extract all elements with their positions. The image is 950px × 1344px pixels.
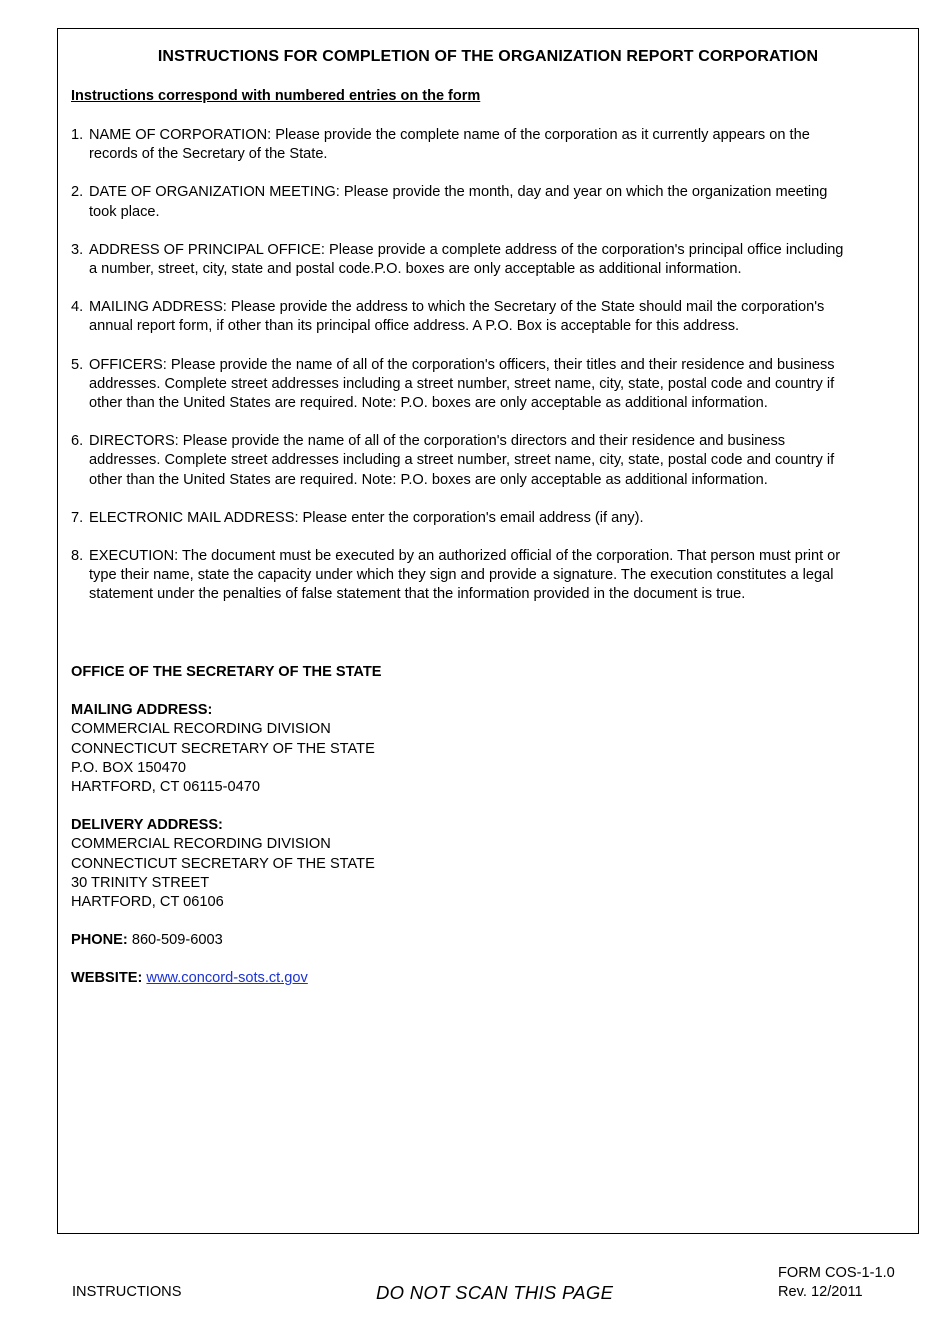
footer-do-not-scan: DO NOT SCAN THIS PAGE — [376, 1282, 614, 1303]
mailing-address-line: CONNECTICUT SECRETARY OF THE STATE — [71, 740, 375, 757]
mailing-address-line: HARTFORD, CT 06115-0470 — [71, 779, 260, 796]
instruction-number: 2. — [71, 184, 84, 201]
instruction-item — [71, 241, 919, 279]
delivery-address-line: 30 TRINITY STREET — [71, 874, 210, 891]
instruction-line: took place. — [89, 203, 160, 220]
instruction-number: 4. — [71, 299, 84, 316]
form-number: FORM COS-1-1.0 — [778, 1265, 895, 1281]
instruction-line: DATE OF ORGANIZATION MEETING: Please provide the month, day and year on which the organization meeting — [89, 184, 828, 201]
instruction-line: records of the Secretary of the State. — [89, 146, 328, 163]
office-section — [71, 663, 382, 989]
instructions-frame — [57, 28, 919, 1234]
instruction-number: 7. — [71, 509, 84, 526]
phone-label: PHONE: — [71, 932, 128, 949]
office-heading: OFFICE OF THE SECRETARY OF THE STATE — [71, 664, 382, 680]
delivery-address-line: COMMERCIAL RECORDING DIVISION — [71, 836, 331, 853]
website-row — [71, 969, 382, 988]
instruction-number: 8. — [71, 548, 84, 565]
instruction-line: addresses. Complete street addresses including a street number, street name, city, state, postal code and country if — [89, 375, 835, 392]
instruction-line: NAME OF CORPORATION: Please provide the complete name of the corporation as it currently appears on the — [89, 127, 810, 143]
delivery-address-block — [71, 816, 382, 912]
instruction-number: 1. — [71, 127, 84, 143]
instruction-line: addresses. Complete street addresses including a street number, street name, city, state, postal code and country if — [89, 452, 835, 469]
phone-number: 860-509-6003 — [131, 932, 223, 949]
instruction-line: MAILING ADDRESS: Please provide the address to which the Secretary of the State should mail the corporation's — [89, 299, 825, 316]
instruction-item — [71, 183, 919, 221]
instruction-line: ADDRESS OF PRINCIPAL OFFICE: Please provide a complete address of the corporation's principal office including — [89, 241, 844, 258]
instruction-line: EXECUTION: The document must be executed by an authorized official of the corporation. That person must print or — [89, 548, 841, 565]
mailing-address-line: P.O. BOX 150470 — [71, 759, 186, 776]
instruction-line: ELECTRONIC MAIL ADDRESS: Please enter the corporation's email address (if any). — [89, 509, 644, 526]
page-title: INSTRUCTIONS FOR COMPLETION OF THE ORGANIZATION REPORT CORPORATION — [157, 48, 819, 65]
footer-instructions-label: INSTRUCTIONS — [72, 1284, 182, 1300]
instruction-line: statement under the penalties of false statement that the information provided in the document is true. — [89, 586, 746, 603]
instruction-line: annual report form, if other than its principal office address. A P.O. Box is acceptable for this address. — [89, 318, 740, 335]
instruction-item — [71, 356, 919, 414]
instruction-line: DIRECTORS: Please provide the name of all of the corporation's directors and their residence and business — [89, 433, 786, 450]
instruction-item — [71, 547, 919, 605]
mailing-address-block — [71, 701, 382, 797]
instruction-item — [71, 509, 919, 528]
mailing-address-label: MAILING ADDRESS: — [71, 702, 213, 719]
instruction-item — [71, 298, 919, 336]
instruction-line: type their name, state the capacity under which they sign and provide a signature. The execution constitutes a legal — [89, 567, 834, 584]
delivery-address-line: HARTFORD, CT 06106 — [71, 894, 224, 911]
instruction-line: a number, street, city, state and postal code.P.O. boxes are only acceptable as additional information. — [89, 261, 742, 278]
website-link[interactable]: www.concord-sots.ct.gov — [146, 970, 308, 987]
footer-form-info — [778, 1264, 895, 1302]
website-label: WEBSITE: — [71, 970, 143, 987]
instruction-item — [71, 432, 919, 490]
phone-row — [71, 931, 382, 950]
instruction-line: other than the United States are required. Note: P.O. boxes are only acceptable as additional information. — [89, 471, 768, 488]
instructions-subheading: Instructions correspond with numbered entries on the form — [71, 88, 481, 104]
form-revision: Rev. 12/2011 — [778, 1284, 863, 1300]
mailing-address-line: COMMERCIAL RECORDING DIVISION — [71, 721, 331, 738]
instructions-list — [71, 126, 919, 624]
instruction-item — [71, 126, 919, 164]
instruction-number: 3. — [71, 241, 84, 258]
delivery-address-line: CONNECTICUT SECRETARY OF THE STATE — [71, 855, 375, 872]
instruction-number: 6. — [71, 433, 84, 450]
instruction-line: OFFICERS: Please provide the name of all of the corporation's officers, their titles and their residence and business — [89, 356, 835, 373]
instruction-number: 5. — [71, 356, 84, 373]
instruction-line: other than the United States are required. Note: P.O. boxes are only acceptable as additional information. — [89, 395, 768, 412]
delivery-address-label: DELIVERY ADDRESS: — [71, 817, 223, 834]
